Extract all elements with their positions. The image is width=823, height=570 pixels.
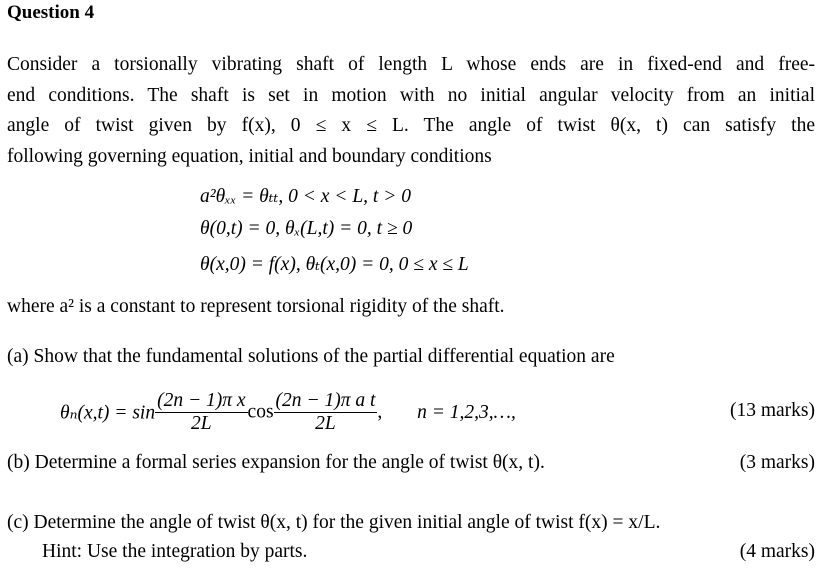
boundary-conditions: θ(0,t) = 0, θₓ(L,t) = 0, t ≥ 0	[200, 218, 413, 239]
part-b-marks: (3 marks)	[739, 452, 815, 473]
solution-lhs: θₙ(x,t) = sin	[60, 402, 156, 424]
part-c-hint: Hint: Use the integration by parts.	[42, 541, 308, 562]
statement-line: following governing equation, initial and boundary conditions	[7, 145, 492, 167]
problem-statement	[7, 50, 815, 172]
governing-equation: a²θₓₓ = θₜₜ, 0 < x < L, t > 0	[200, 186, 412, 207]
initial-conditions: θ(x,0) = f(x), θₜ(x,0) = 0, 0 ≤ x ≤ L	[200, 254, 469, 275]
cos-label: cos	[247, 401, 274, 423]
fraction-numerator: (2n − 1)π x	[157, 390, 246, 411]
part-b-text: (b) Determine a formal series expansion for the angle of twist θ(x, t).	[7, 452, 545, 473]
statement-line: Consider a torsionally vibrating shaft of length L whose ends are in fixed-end and free-	[7, 54, 815, 75]
part-c-text: (c) Determine the angle of twist θ(x, t) for the given initial angle of twist f(x) = x/L.	[7, 512, 661, 533]
part-a-text: (a) Show that the fundamental solutions of the partial differential equation are	[7, 346, 615, 367]
part-c-marks: (4 marks)	[739, 541, 815, 562]
statement-line: end conditions. The shaft is set in motion with no initial angular velocity from an initial	[7, 84, 815, 106]
fundamental-solution: θₙ(x,t) = sin $\frac{\text{(2n − 1)π x}}{2L}$ cos $\frac{\text{(2n − 1)π a t}}{2L}$ , n = 1,2,3,…,	[60, 390, 516, 434]
index-range: n = 1,2,3,…,	[417, 401, 516, 423]
where-note: where a² is a constant to represent torsional rigidity of the shaft.	[7, 296, 505, 317]
statement-line: angle of twist given by f(x), 0 ≤ x ≤ L. The angle of twist θ(x, t) can satisfy the	[7, 115, 815, 136]
question-title: Question 4	[7, 2, 95, 23]
fraction-denominator: 2L	[191, 413, 212, 434]
fraction-numerator: (2n − 1)π a t	[275, 390, 376, 411]
cosine-argument-fraction	[274, 390, 378, 435]
sine-argument-fraction	[155, 390, 247, 435]
fraction-denominator: 2L	[315, 413, 336, 434]
part-a-marks: (13 marks)	[729, 400, 815, 421]
